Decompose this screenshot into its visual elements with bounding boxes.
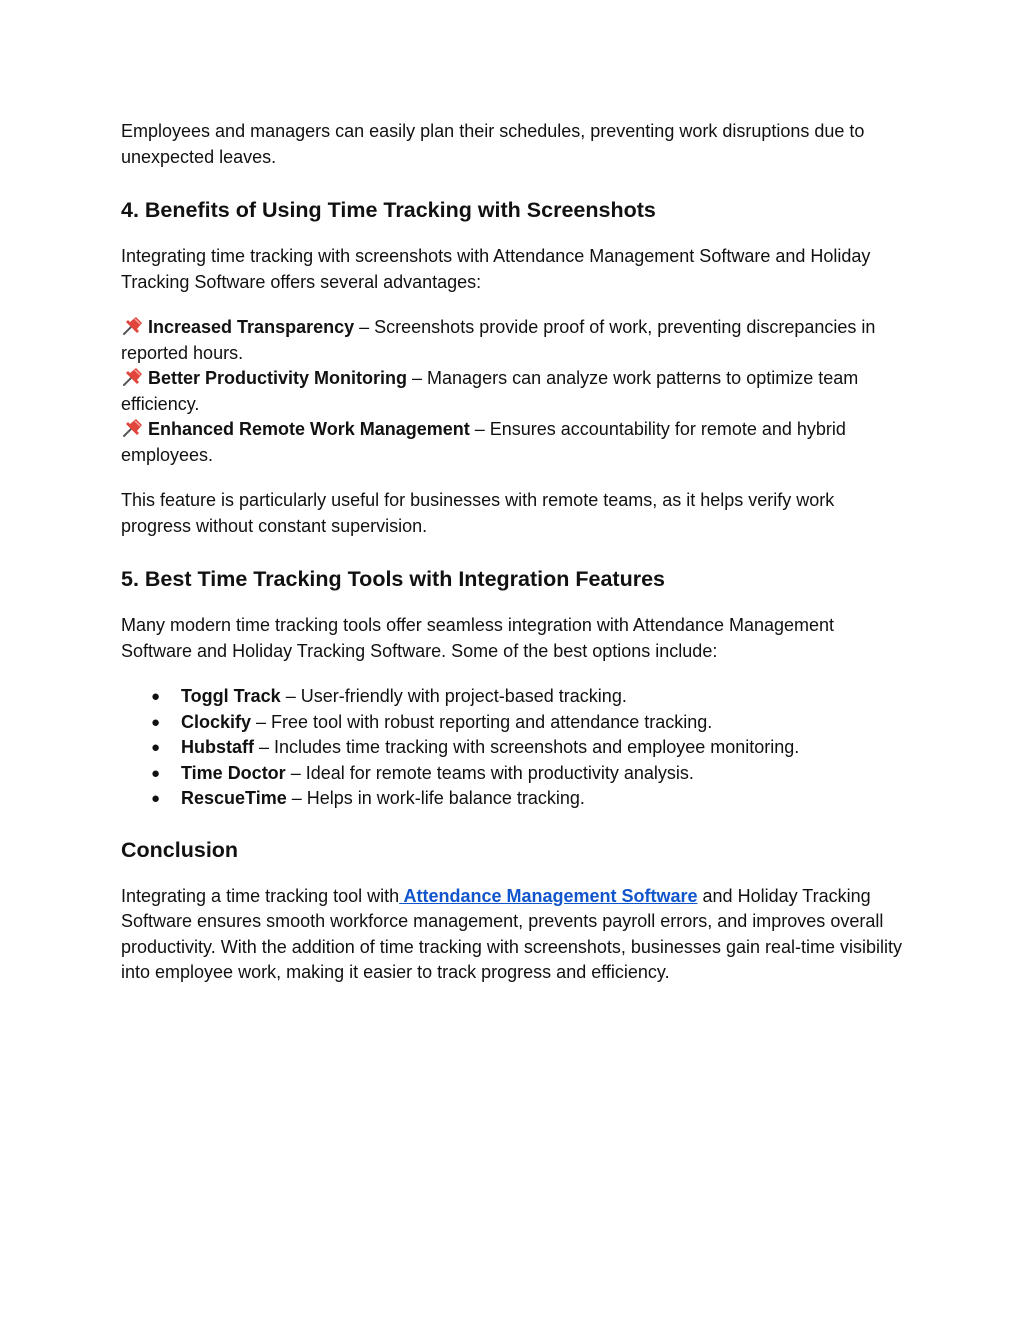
section-4-closing: This feature is particularly useful for businesses with remote teams, as it helps verify work progress without constant supervision. [121, 490, 835, 536]
list-item [121, 710, 906, 736]
section-5-paragraph: Many modern time tracking tools offer seamless integration with Attendance Management Software and Holiday Tracking Software. Some of the best options include: [121, 615, 835, 661]
tool-name: Clockify [181, 711, 252, 732]
attendance-software-link[interactable]: Attendance Management Software [399, 885, 698, 906]
benefit-text: – Managers can analyze work patterns to optimize team efficiency. [121, 368, 859, 414]
bullet-icon: ● [151, 790, 161, 807]
list-item [121, 735, 906, 761]
tool-desc: – User-friendly with project-based tracking. [280, 686, 627, 706]
bullet-icon: ● [151, 739, 161, 756]
list-item [121, 786, 906, 812]
benefit-title: Better Productivity Monitoring [148, 368, 408, 388]
tool-name: Hubstaff [181, 737, 254, 757]
tool-list [121, 684, 906, 812]
tool-name: RescueTime [181, 788, 287, 808]
tool-name: Time Doctor [181, 762, 286, 783]
benefit-item [121, 366, 906, 417]
bullet-icon: ● [151, 713, 161, 731]
benefit-title: Enhanced Remote Work Management [148, 419, 470, 439]
tool-name: Toggl Track [181, 686, 281, 706]
pushpin-icon [121, 316, 143, 336]
intro-paragraph: Employees and managers can easily plan their schedules, preventing work disruptions due to unexpected leaves. [121, 121, 865, 167]
list-item [121, 761, 906, 787]
tool-desc: – Includes time tracking with screenshots and employee monitoring. [254, 737, 800, 757]
conclusion-paragraph [121, 884, 906, 986]
benefit-text: – Ensures accountability for remote and hybrid employees. [121, 419, 846, 465]
list-item [121, 684, 906, 710]
tool-desc: – Helps in work-life balance tracking. [286, 788, 585, 808]
benefit-item [121, 417, 906, 468]
pushpin-icon [121, 367, 143, 387]
conclusion-heading: Conclusion [121, 837, 239, 862]
section-4-heading: 4. Benefits of Using Time Tracking with Screenshots [121, 198, 656, 222]
section-5-heading: 5. Best Time Tracking Tools with Integration Features [121, 567, 665, 591]
benefit-item [121, 315, 906, 366]
conclusion-text-start: Integrating a time tracking tool with [121, 885, 400, 906]
tool-desc: – Free tool with robust reporting and attendance tracking. [251, 711, 713, 732]
benefit-text: – Screenshots provide proof of work, preventing discrepancies in reported hours. [121, 317, 876, 363]
conclusion-text-end: and Holiday Tracking Software ensures smooth workforce management, prevents payroll errors, and improves overall productivity. With the addition of time tracking with screenshots, businesses gain real-time visibility into employee work, making it easier to track progress and efficiency. [121, 885, 902, 982]
bullet-icon: ● [151, 764, 161, 782]
section-4-paragraph: Integrating time tracking with screenshots with Attendance Management Software and Holiday Tracking Software offers several advantages: [121, 246, 871, 292]
benefit-list [121, 315, 906, 468]
pushpin-icon [121, 418, 143, 438]
bullet-icon: ● [151, 688, 161, 705]
document-page [121, 119, 906, 986]
benefit-title: Increased Transparency [148, 317, 355, 337]
tool-desc: – Ideal for remote teams with productivity analysis. [285, 762, 694, 783]
